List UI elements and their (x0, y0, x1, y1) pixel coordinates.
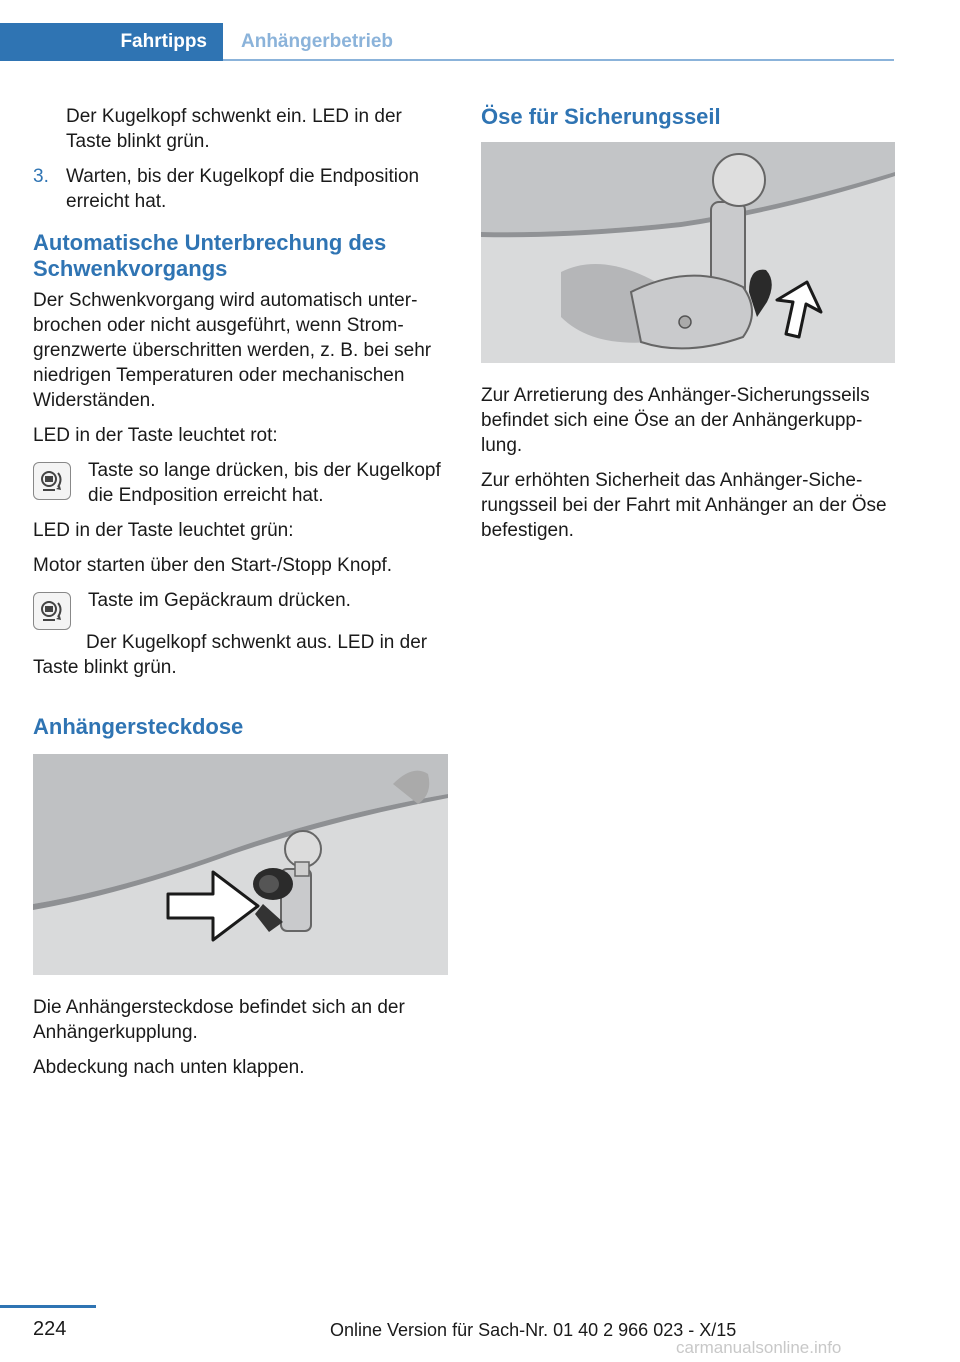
safety-eye-figure (481, 142, 895, 363)
step2-continuation: Der Kugelkopf schwenkt ein. LED in der Taste blinkt grün. (66, 106, 402, 152)
paragraph-led-red: LED in der Taste leuchtet rot: (33, 425, 278, 446)
tow-hitch-button-icon (33, 462, 71, 500)
left-column (33, 104, 448, 1090)
paragraph-eye-location: Zur Arretierung des Anhänger-Sicherungsseils befindet sich eine Öse an der Anhängerkupplung. (481, 385, 870, 456)
paragraph-interruption: Der Schwenkvorgang wird automatisch unterbrochen oder nicht ausgeführt, wenn Stromgrenzwerte überschritten werden, z. B. bei sehr niedrigen Temperaturen oder mechanischen Widerständen. (33, 290, 432, 411)
step-number: 3. (33, 166, 49, 187)
header-divider (223, 59, 894, 61)
trailer-socket-figure (33, 754, 448, 975)
online-version-text: Online Version für Sach-Nr. 01 40 2 966 023 - X/15 (330, 1320, 737, 1340)
paragraph-led-green: LED in der Taste leuchtet grün: (33, 520, 294, 541)
tab-fahrtipps[interactable]: Fahrtipps (0, 23, 223, 61)
heading-eye: Öse für Sicherungsseil (481, 104, 721, 129)
heading-socket: Anhängersteckdose (33, 714, 244, 739)
paragraph-swing-out: Der Kugelkopf schwenkt aus. LED in der Taste blinkt grün. (33, 632, 428, 678)
instruction-text: Taste im Gepäckraum drücken. (88, 590, 351, 611)
paragraph-eye-safety: Zur erhöhten Sicherheit das Anhänger-Sicherungsseil bei der Fahrt mit Anhänger an der Öse befestigen. (481, 470, 887, 541)
right-column (481, 104, 895, 553)
paragraph-start-motor: Motor starten über den Start-/Stopp Knopf. (33, 555, 393, 576)
paragraph-socket-location: Die Anhängersteckdose befindet sich an der Anhängerkupplung. (33, 997, 405, 1043)
instruction-press-button (33, 458, 448, 508)
watermark: carmanualsonline.info (676, 1338, 842, 1357)
page-number: 224 (33, 1318, 67, 1340)
instruction-trunk-button (33, 588, 448, 630)
step-text: Warten, bis der Kugelkopf die Endposition erreicht hat. (66, 166, 420, 212)
header-bar (0, 23, 894, 61)
tow-hitch-button-icon (33, 592, 71, 630)
paragraph-fold-cover: Abdeckung nach unten klappen. (33, 1057, 305, 1078)
step-3 (33, 164, 448, 214)
heading-interruption: Automatische Unterbrechung des Schwenkvorgangs (33, 230, 387, 281)
tab-anhaengerbetrieb[interactable]: Anhängerbetrieb (241, 31, 394, 52)
instruction-text: Taste so lange drücken, bis der Kugelkopf die Endposition erreicht hat. (88, 460, 441, 506)
footer-accent-line (0, 1305, 96, 1308)
